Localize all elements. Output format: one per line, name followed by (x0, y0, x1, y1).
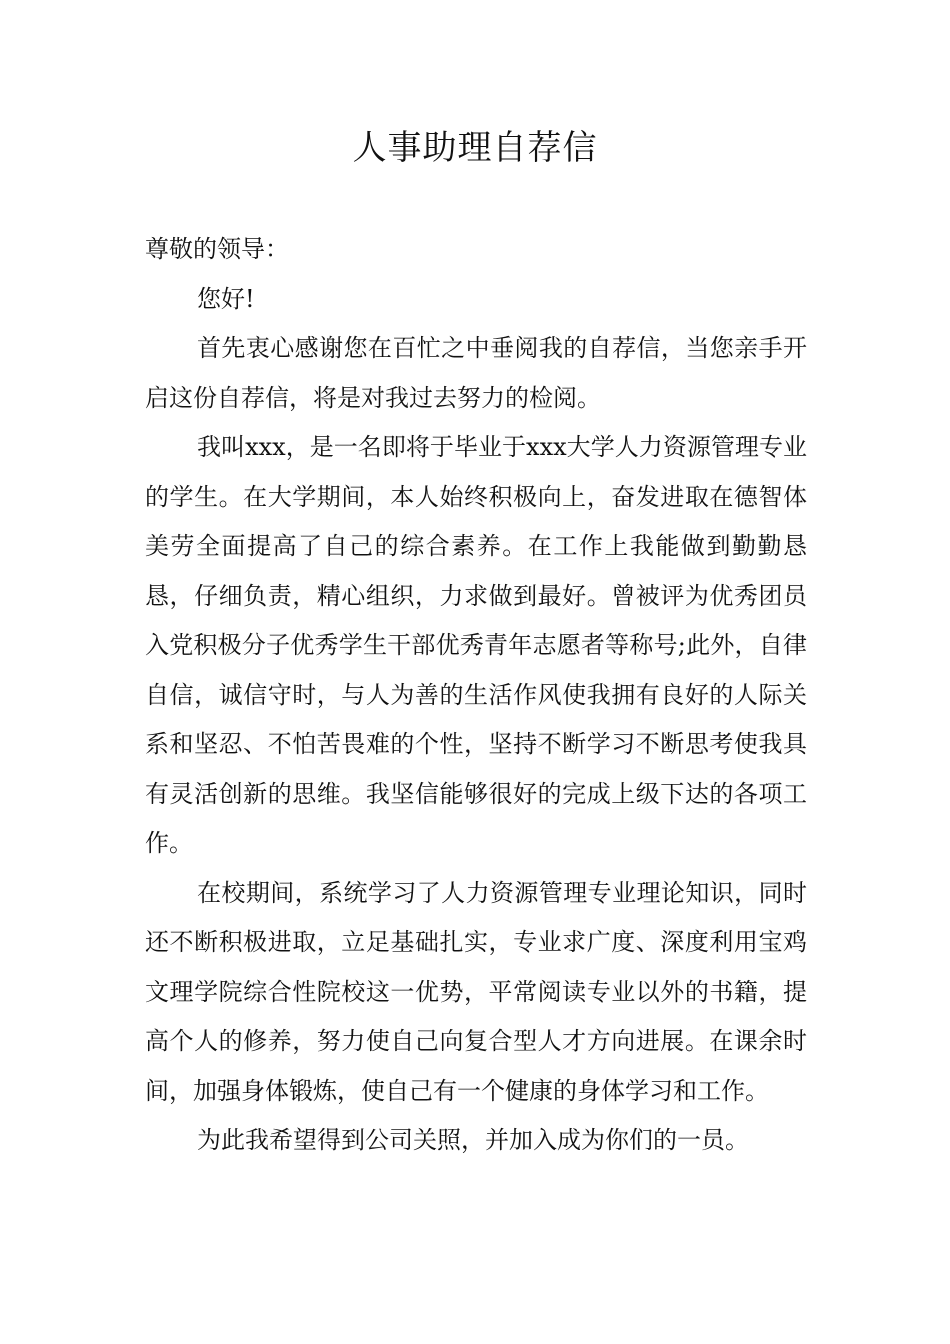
paragraph-closing: 为此我希望得到公司关照，并加入成为你们的一员。 (197, 1126, 749, 1154)
salutation: 尊敬的领导： (145, 235, 289, 263)
paragraph-intro: 首先衷心感谢您在百忙之中垂阅我的自荐信，当您亲手开启这份自荐信，将是对我过去努力的检阅。 (145, 334, 807, 412)
document-title: 人事助理自荐信 (352, 128, 598, 168)
paragraph-campus-study: 在校期间，系统学习了人力资源管理专业理论知识，同时还不断积极进取，立足基础扎实，专业求广度、深度利用宝鸡文理学院综合性院校这一优势，平常阅读专业以外的书籍，提高个人的修养，努力使自己向复合型人才方向进展。在课余时间，加强身体锻炼，使自己有一个健康的身体学习和工作。 (145, 878, 807, 1105)
greeting: 您好! (197, 284, 255, 313)
letter-body (145, 225, 807, 1166)
paragraph-self-introduction: 我叫xxx，是一名即将于毕业于xxx大学人力资源管理专业的学生。在大学期间，本人始终积极向上，奋发进取在德智体美劳全面提高了自己的综合素养。在工作上我能做到勤勤恳恳，仔细负责，精心组织，力求做到最好。曾被评为优秀团员入党积极分子优秀学生干部优秀青年志愿者等称号;此外，自律自信，诚信守时，与人为善的生活作风使我拥有良好的人际关系和坚忍、不怕苦畏难的个性，坚持不断学习不断思考使我具有灵活创新的思维。我坚信能够很好的完成上级下达的各项工作。 (145, 433, 807, 857)
